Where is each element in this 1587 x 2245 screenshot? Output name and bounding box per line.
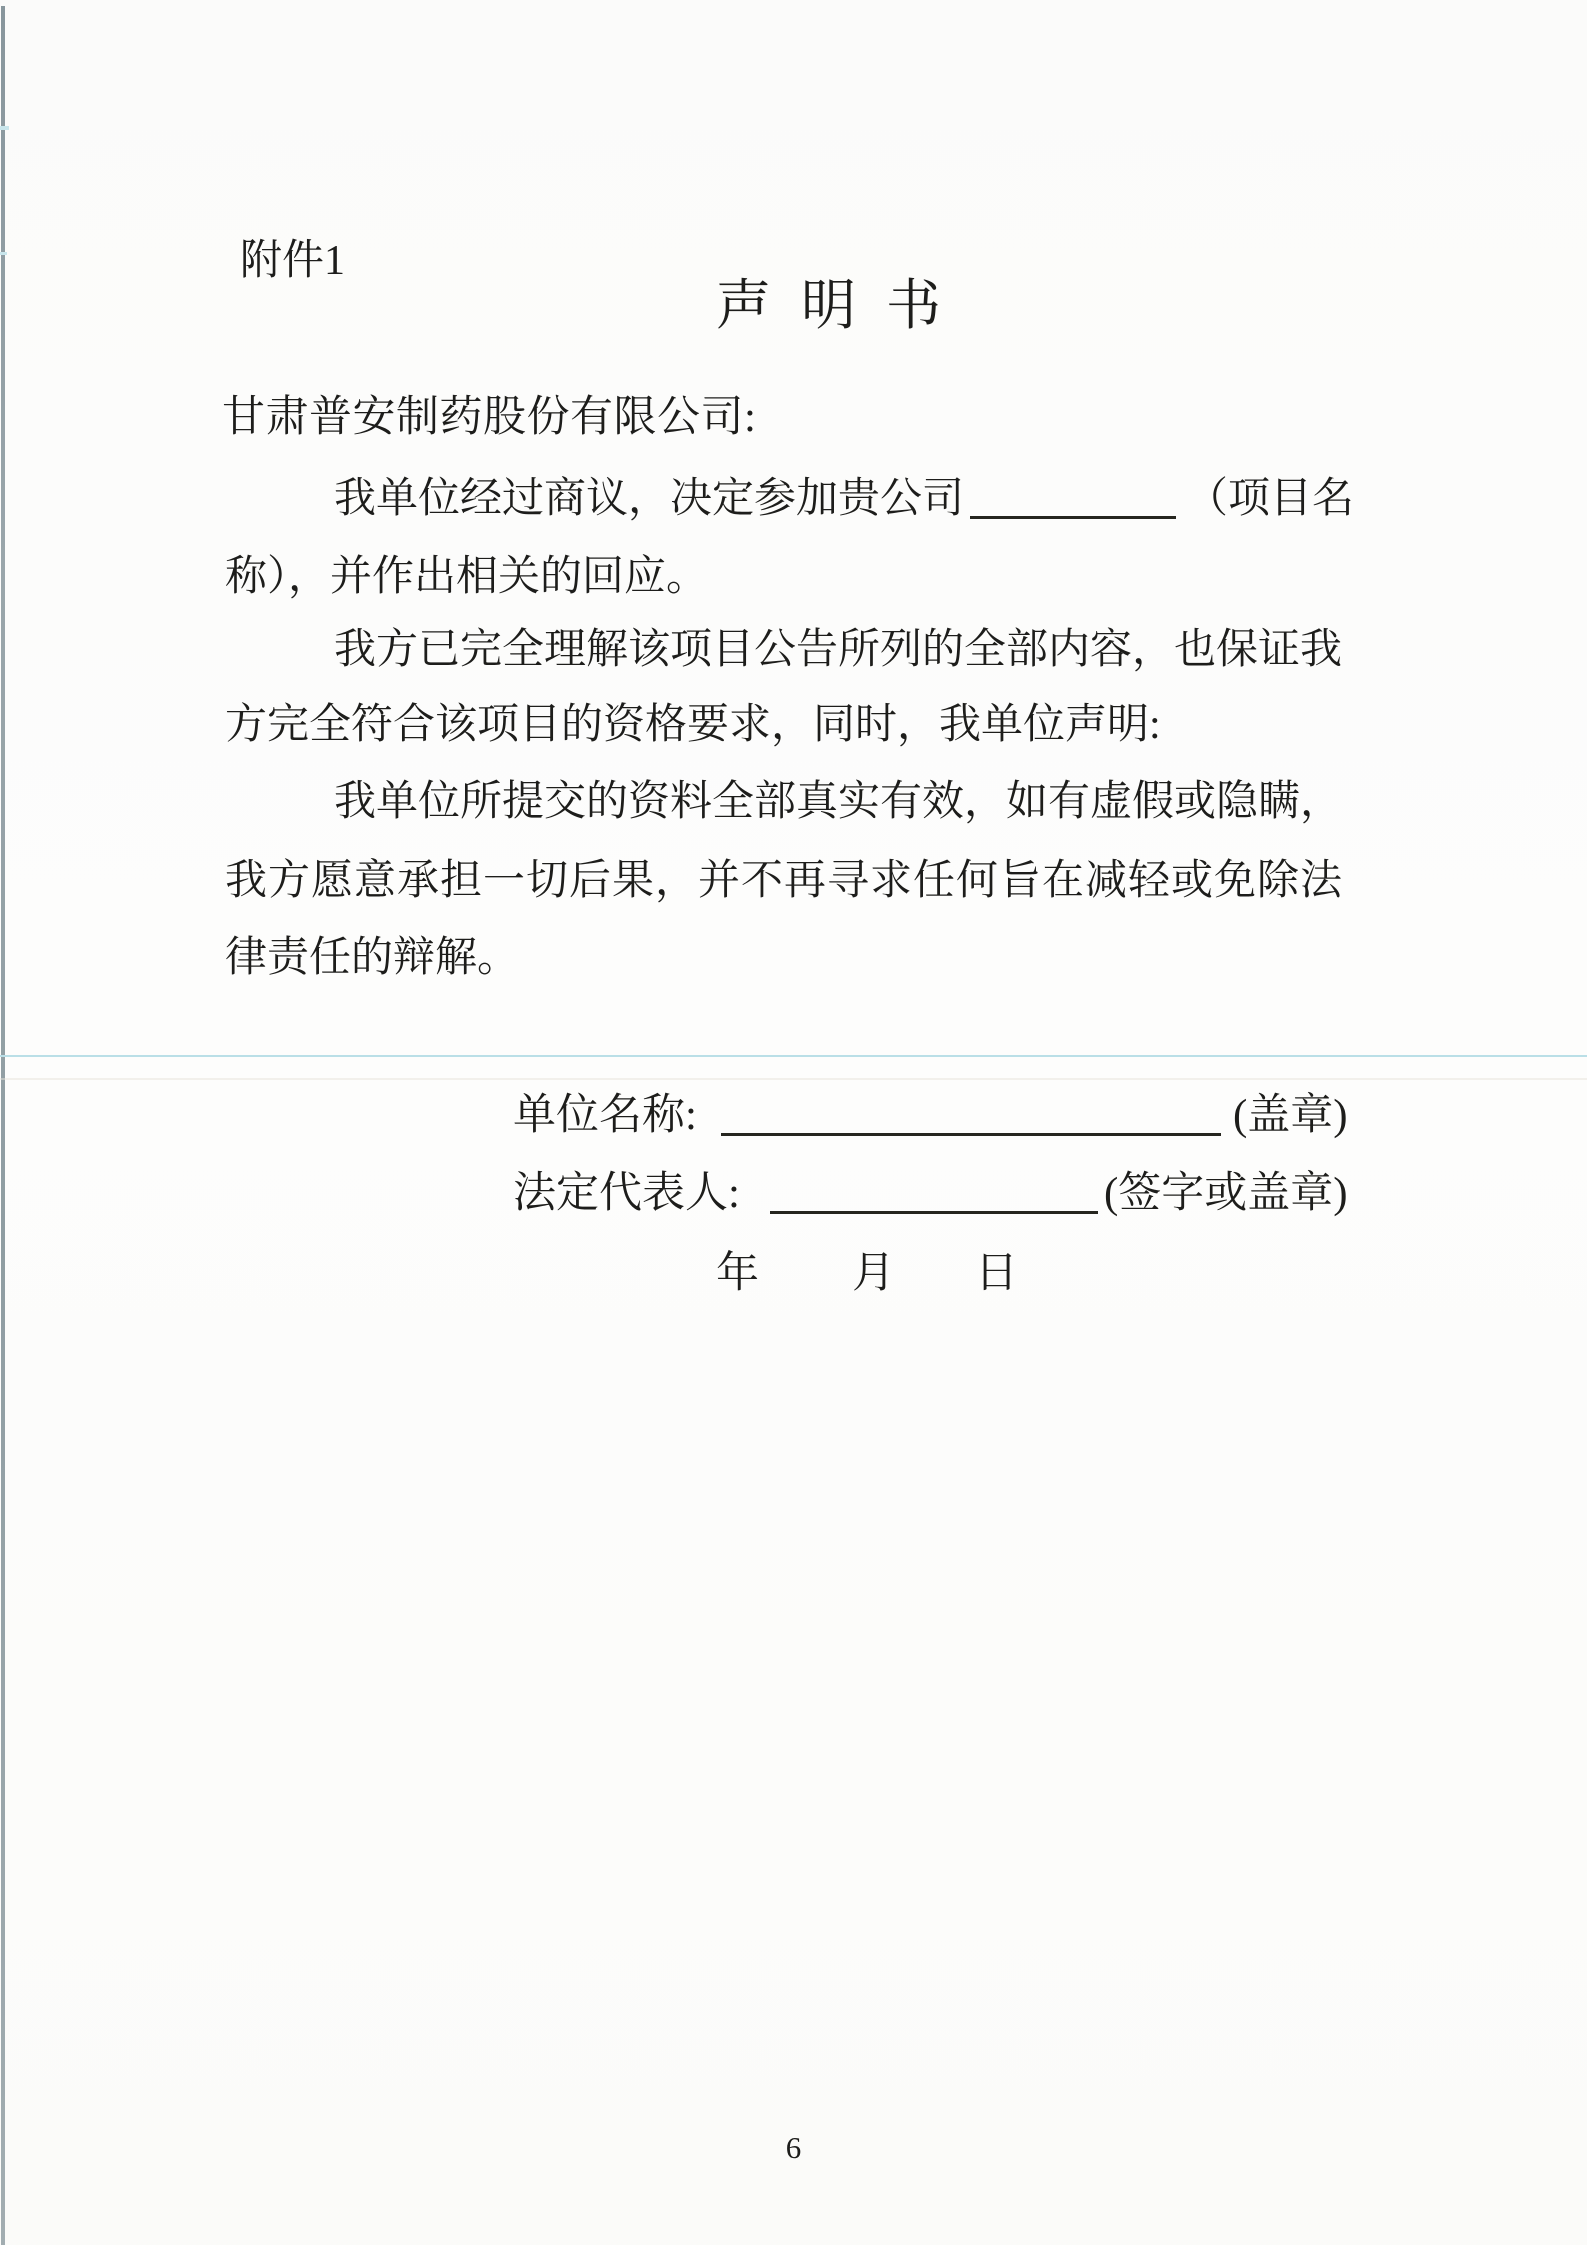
date-year: 年 bbox=[716, 1250, 759, 1297]
scan-mark-artifact bbox=[0, 252, 7, 255]
company-name-label: 单位名称: bbox=[513, 1092, 697, 1139]
body-line-1-text-before: 我单位经过商议，决定参加贵公司 bbox=[334, 476, 965, 522]
scan-line-artifact bbox=[0, 1055, 1587, 1057]
body-line-6: 我方愿意承担一切后果，并不再寻求任何旨在减轻或免除法 bbox=[225, 858, 1344, 904]
date-month: 月 bbox=[852, 1250, 895, 1297]
scan-line-artifact bbox=[0, 1078, 1587, 1080]
document-title: 声明书 bbox=[716, 275, 972, 336]
company-name-line bbox=[513, 1090, 1348, 1142]
scan-mark-artifact bbox=[0, 126, 9, 130]
seal-note: (盖章) bbox=[1232, 1092, 1348, 1139]
body-line-3: 我方已完全理解该项目公告所列的全部内容，也保证我 bbox=[334, 627, 1343, 673]
legal-rep-blank bbox=[770, 1177, 1098, 1214]
attachment-label: 附件1 bbox=[240, 238, 346, 284]
body-line-4: 方完全符合该项目的资格要求，同时，我单位声明: bbox=[225, 702, 1161, 748]
body-line-1-text-after: （项目名 bbox=[1186, 476, 1355, 522]
project-name-blank bbox=[970, 482, 1176, 519]
scan-edge-artifact bbox=[1, 6, 5, 2245]
company-name-blank bbox=[721, 1099, 1221, 1136]
body-line-2: 称），并作出相关的回应。 bbox=[225, 554, 709, 600]
body-line-1 bbox=[334, 474, 1354, 524]
date-day: 日 bbox=[975, 1250, 1018, 1297]
sign-or-seal-note: (签字或盖章) bbox=[1103, 1170, 1348, 1217]
salutation: 甘肃普安制药股份有限公司: bbox=[222, 394, 757, 441]
date-line bbox=[716, 1248, 1018, 1300]
page-number: 6 bbox=[785, 2130, 802, 2165]
body-line-5: 我单位所提交的资料全部真实有效，如有虚假或隐瞒， bbox=[334, 779, 1343, 825]
legal-rep-line bbox=[513, 1168, 1348, 1220]
body-line-7: 律责任的辩解。 bbox=[225, 935, 520, 981]
legal-rep-label: 法定代表人: bbox=[513, 1170, 740, 1217]
